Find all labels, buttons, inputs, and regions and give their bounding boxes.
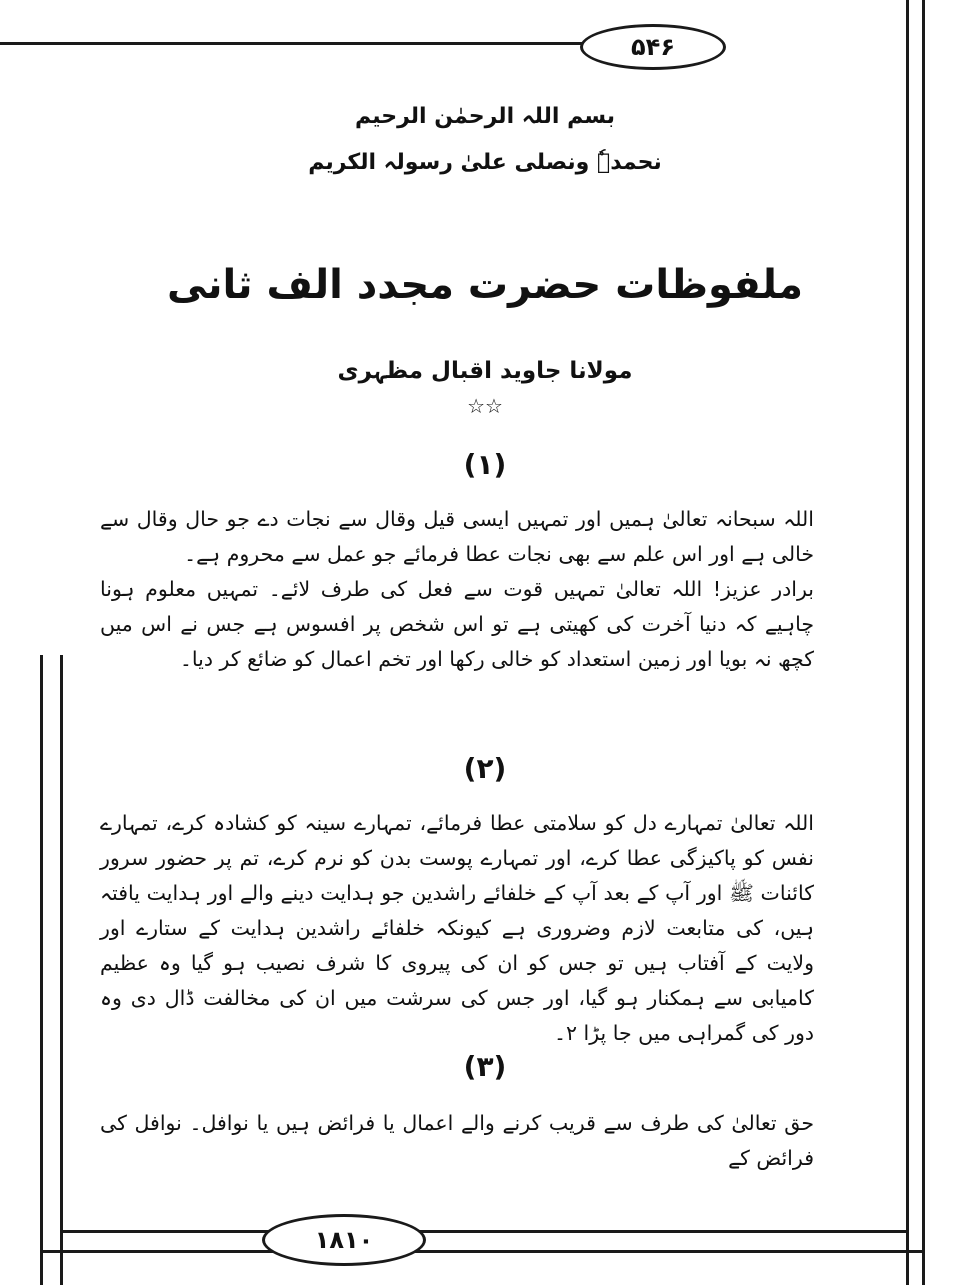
section-number-3: (۳) xyxy=(463,1050,507,1083)
footer-page-number-text: ۱۸۱۰ xyxy=(314,1226,374,1254)
section-number-1: (۱) xyxy=(463,448,507,481)
section-1-text xyxy=(100,502,814,677)
frame-line-right-outer xyxy=(922,0,925,1285)
section-1-paragraph-1: اللہ سبحانہ تعالیٰ ہمیں اور تمہیں ایسی قیل وقال سے نجات دے جو حال وقال سے خالی ہے اور اس علم سے بھی نجات عطا فرمائے جو عمل سے محروم ہے۔ xyxy=(100,507,814,566)
frame-line-top xyxy=(0,42,598,45)
footer-page-number xyxy=(262,1214,426,1266)
bismillah: بسم اللہ الرحمٰن الرحیم xyxy=(354,104,615,129)
header-page-number-text: ۵۴۶ xyxy=(631,33,675,61)
section-1-paragraph-2: برادر عزیز! اللہ تعالیٰ تمہیں قوت سے فعل کی طرف لائے۔ تمہیں معلوم ہونا چاہیے کہ دنیا آخرت کی کھیتی ہے تو اس شخص پر افسوس ہے جس نے اس میں کچھ نہ بویا اور زمین استعداد کو خالی رکھا اور تخم اعمال کو ضائع کر دیا۔ xyxy=(100,577,814,671)
frame-line-bottom-outer xyxy=(40,1250,922,1253)
section-2-paragraph-1: اللہ تعالیٰ تمہارے دل کو سلامتی عطا فرمائے، تمہارے سینہ کو کشادہ کرے، تمہارے نفس کو پاکیزگی عطا کرے، اور تمہارے پوست بدن کو نرم کرے، تم پر حضور سرور کائنات ﷺ اور آپ کے بعد آپ کے خلفائے راشدین جو ہدایت دینے والے اور ہدایت یافتہ ہیں، کی متابعت لازم وضروری ہے کیونکہ خلفائے راشدین ہدایت کے ستارے اور ولایت کے آفتاب ہیں تو جس کو ان کی پیروی کا شرف نصیب ہو گیا وہ عظیم کامیابی سے ہمکنار ہو گیا، اور جس کی سرشت میں ان کی مخالفت ڈال دی وہ دور کی گمراہی میں جا پڑا ۲۔ xyxy=(100,811,814,1045)
durood: نحمدہٗ ونصلی علیٰ رسولہ الکریم xyxy=(308,150,662,175)
section-3-paragraph-1: حق تعالیٰ کی طرف سے قریب کرنے والے اعمال یا فرائض ہیں یا نوافل۔ نوافل کی فرائض کے xyxy=(100,1111,814,1170)
section-2-text xyxy=(100,806,814,1051)
frame-line-right-inner xyxy=(906,0,909,1285)
frame-line-left-outer xyxy=(40,655,43,1285)
frame-line-bottom-inner xyxy=(60,1230,906,1233)
section-number-2: (۲) xyxy=(463,752,507,785)
page-title: ملفوظات حضرت مجدد الف ثانی xyxy=(167,262,803,308)
section-3-text xyxy=(100,1106,814,1176)
ornament-stars: ☆☆ xyxy=(467,394,503,418)
frame-line-left-inner xyxy=(60,655,63,1285)
header-page-number xyxy=(580,24,726,70)
author-name: مولانا جاوید اقبال مظہری xyxy=(337,358,633,384)
